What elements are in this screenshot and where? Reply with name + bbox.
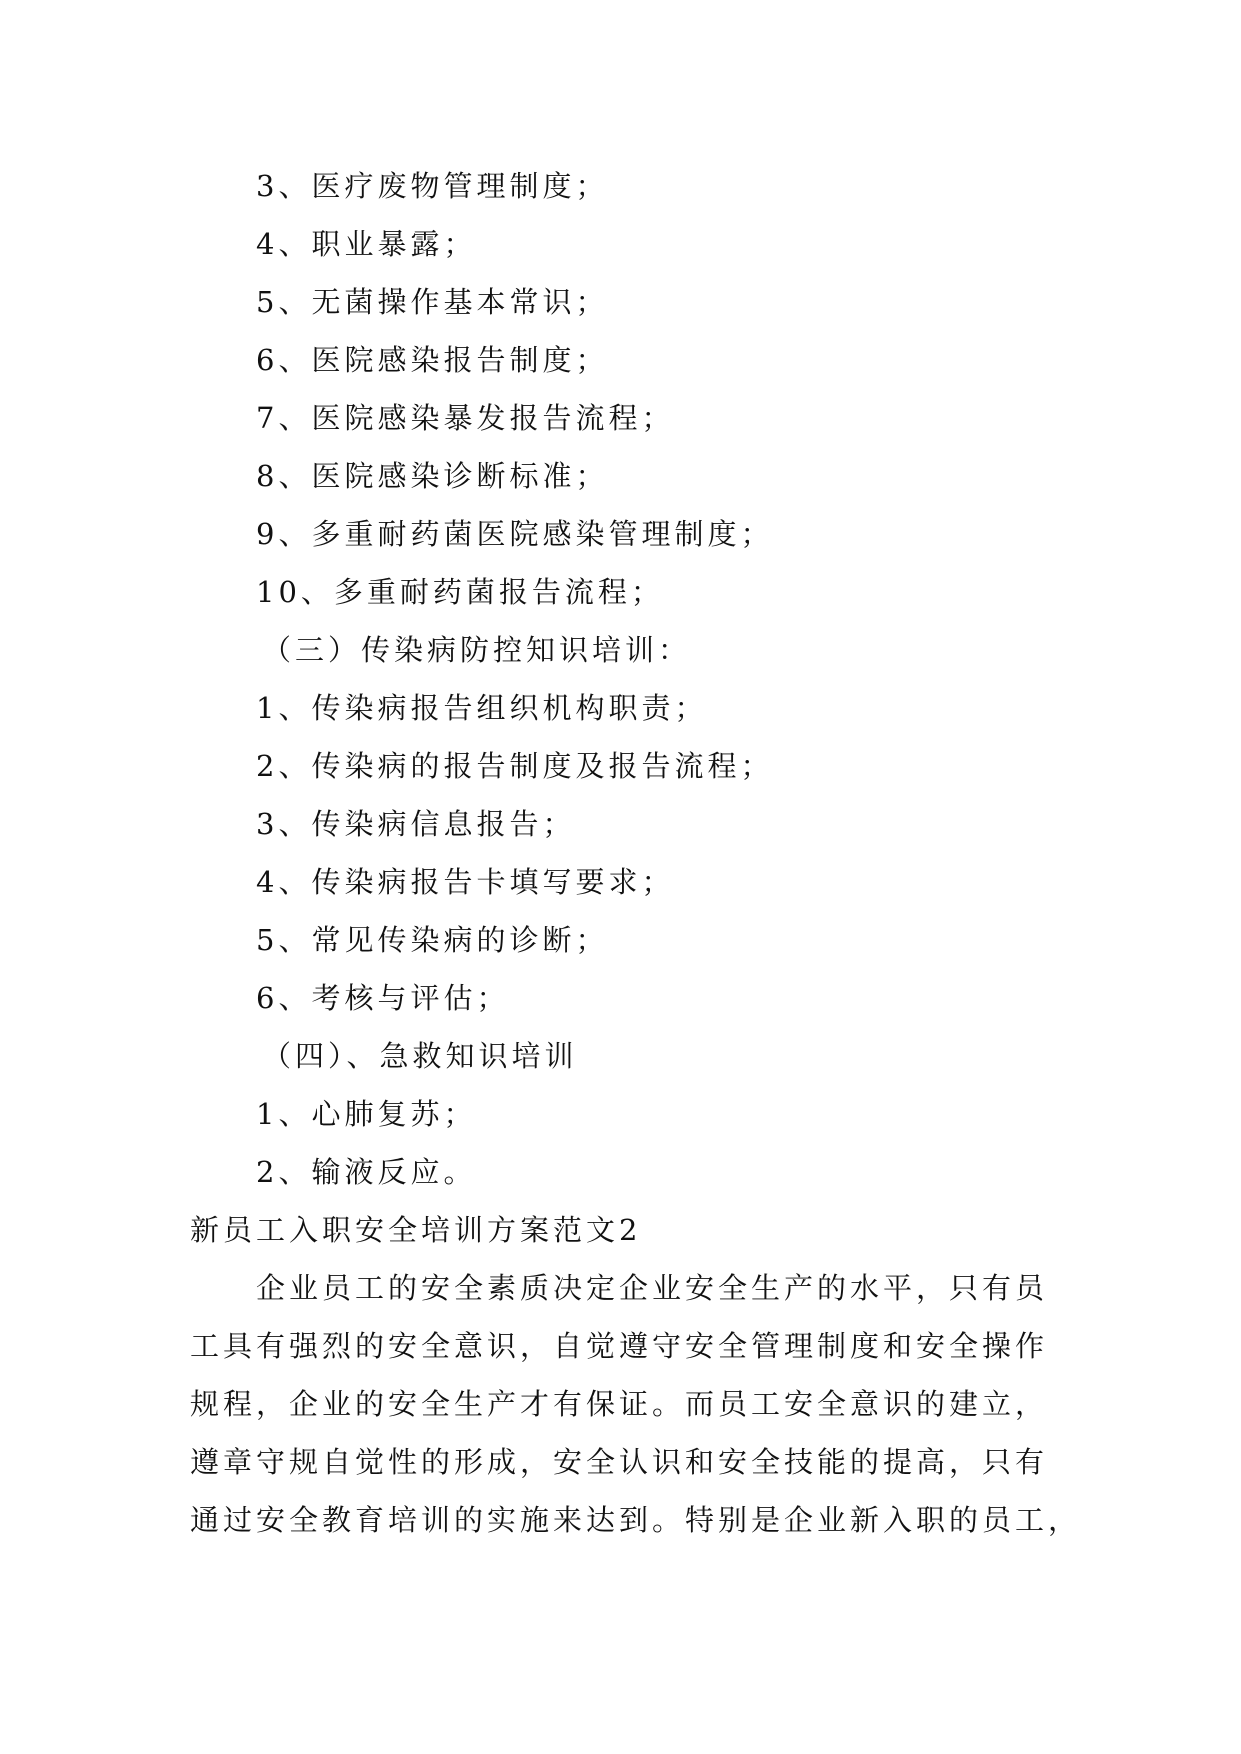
list-item: 7、医院感染暴发报告流程；	[256, 401, 675, 435]
list-item: 5、无菌操作基本常识；	[256, 285, 609, 319]
list-item: 4、传染病报告卡填写要求；	[256, 865, 675, 899]
list-item: 9、多重耐药菌医院感染管理制度；	[256, 517, 774, 551]
list-item: 1、传染病报告组织机构职责；	[256, 691, 708, 725]
list-item: 5、常见传染病的诊断；	[256, 923, 609, 957]
list-item: 4、职业暴露；	[256, 227, 477, 261]
list-item: 8、医院感染诊断标准；	[256, 459, 609, 493]
list-item: 10、多重耐药菌报告流程；	[256, 575, 664, 609]
list-item: 3、传染病信息报告；	[256, 807, 576, 841]
section-heading: （四）、急救知识培训	[262, 1039, 578, 1073]
list-item: 6、考核与评估；	[256, 981, 510, 1015]
list-item: 2、输液反应。	[256, 1155, 477, 1189]
list-item: 6、医院感染报告制度；	[256, 343, 609, 377]
paragraph-line: 遵章守规自觉性的形成，安全认识和安全技能的提高，只有	[190, 1445, 1049, 1479]
paragraph-line: 规程，企业的安全生产才有保证。而员工安全意识的建立，	[190, 1387, 1049, 1421]
list-item: 3、医疗废物管理制度；	[256, 169, 609, 203]
list-item: 2、传染病的报告制度及报告流程；	[256, 749, 774, 783]
section-heading: （三）传染病防控知识培训：	[262, 633, 692, 667]
paragraph-line: 工具有强烈的安全意识，自觉遵守安全管理制度和安全操作	[190, 1329, 1049, 1363]
document-heading: 新员工入职安全培训方案范文2	[190, 1213, 642, 1247]
paragraph-line: 企业员工的安全素质决定企业安全生产的水平，只有员	[256, 1271, 1049, 1305]
paragraph-line: 通过安全教育培训的实施来达到。特别是企业新入职的员工，	[190, 1503, 1082, 1537]
list-item: 1、心肺复苏；	[256, 1097, 477, 1131]
